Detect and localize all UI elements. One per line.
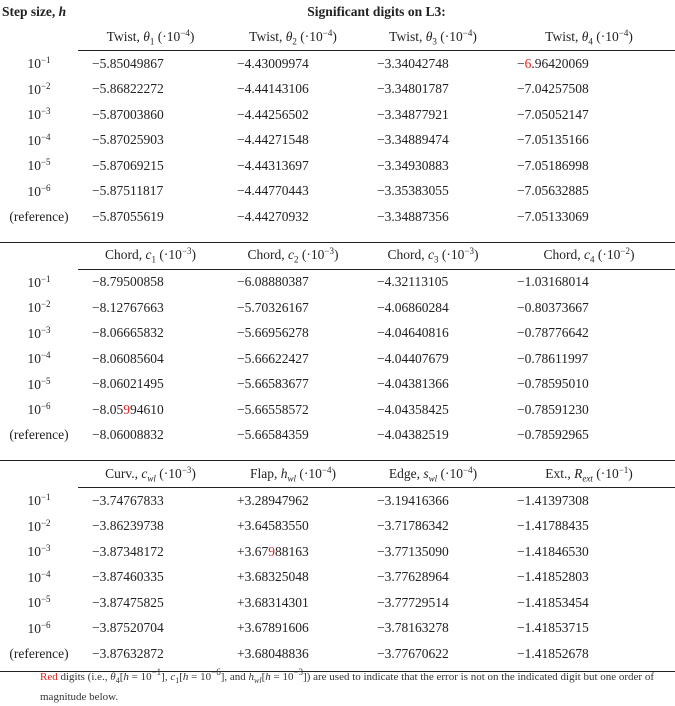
section-header-twist xyxy=(0,24,675,51)
section-header-other xyxy=(0,461,675,488)
table-row xyxy=(0,153,675,179)
value-cell: −3.87460335 xyxy=(92,569,164,585)
step-size-cell: $10^{-5}$ xyxy=(27,375,51,392)
value-cell: −5.66558572 xyxy=(237,401,309,417)
value-cell: +3.68325048 xyxy=(237,569,309,585)
table-row xyxy=(0,590,675,616)
step-size-cell: (reference) xyxy=(9,208,69,224)
step-size-cell: $10^{-5}$ xyxy=(27,594,51,611)
value-cell: −3.77670622 xyxy=(377,645,449,661)
value-cell: −1.41852803 xyxy=(517,569,589,585)
step-size-cell: $10^{-2}$ xyxy=(27,517,51,534)
footnote-red-word: Red xyxy=(40,671,58,683)
column-header: Twist, $\theta_2$ $(\cdot 10^{-4})$ xyxy=(223,24,363,51)
value-cell: −8.05994610 xyxy=(92,401,164,417)
step-size-cell: $10^{-2}$ xyxy=(27,80,51,97)
table-row xyxy=(0,77,675,103)
table-row xyxy=(0,539,675,565)
red-digit: 9 xyxy=(123,401,130,417)
value-cell: −8.06021495 xyxy=(92,376,164,392)
value-cell: −0.78592965 xyxy=(517,427,589,443)
table-row xyxy=(0,128,675,154)
value-cell: −8.12767663 xyxy=(92,299,164,315)
value-cell: −6.96420069 xyxy=(517,55,589,71)
value-cell: −5.66622427 xyxy=(237,350,309,366)
value-cell: −4.04640816 xyxy=(377,325,449,341)
column-header: Curv., $c_{wl}$ $(\cdot 10^{-3})$ xyxy=(78,461,223,488)
table-title: Significant digits on L3: xyxy=(307,4,446,19)
value-cell: −5.66956278 xyxy=(237,325,309,341)
value-cell: −1.41853715 xyxy=(517,620,589,636)
column-header: Ext., $R_{ext}$ $(\cdot 10^{-1})$ xyxy=(503,461,675,488)
red-digit: 9 xyxy=(268,543,275,559)
value-cell: −3.34801787 xyxy=(377,81,449,97)
value-cell: −8.79500858 xyxy=(92,274,164,290)
value-cell: −4.44270932 xyxy=(237,208,309,224)
column-header: Twist, $\theta_1$ $(\cdot 10^{-4})$ xyxy=(78,24,223,51)
table-row xyxy=(0,372,675,398)
value-cell: +3.68314301 xyxy=(237,594,309,610)
value-cell: −1.41397308 xyxy=(517,492,589,508)
column-header: Edge, $s_{wl}$ $(\cdot 10^{-4})$ xyxy=(363,461,503,488)
value-cell: −5.87069215 xyxy=(92,157,164,173)
step-size-cell: $10^{-1}$ xyxy=(27,55,51,71)
step-size-cell: (reference) xyxy=(9,645,69,661)
value-cell: −4.44256502 xyxy=(237,106,309,122)
value-cell: −3.74767833 xyxy=(92,492,164,508)
step-size-cell: $10^{-5}$ xyxy=(27,157,51,174)
value-cell: −0.80373667 xyxy=(517,299,589,315)
step-size-cell: $10^{-6}$ xyxy=(27,182,51,199)
value-cell: −4.44271548 xyxy=(237,132,309,148)
value-cell: −3.34889474 xyxy=(377,132,449,148)
value-cell: −3.77729514 xyxy=(377,594,449,610)
table-row xyxy=(0,269,675,295)
table-row xyxy=(0,616,675,642)
value-cell: −7.05186998 xyxy=(517,157,589,173)
header-spacer xyxy=(0,24,78,51)
table-row xyxy=(0,346,675,372)
value-cell: −6.08880387 xyxy=(237,274,309,290)
step-size-cell: $10^{-1}$ xyxy=(27,492,51,508)
value-cell: −4.04381366 xyxy=(377,376,449,392)
value-cell: −3.19416366 xyxy=(377,492,449,508)
footnote xyxy=(40,664,670,706)
value-cell: −3.34887356 xyxy=(377,208,449,224)
table-row xyxy=(0,51,675,77)
value-cell: −1.41846530 xyxy=(517,543,589,559)
table-row xyxy=(0,321,675,347)
column-header: Twist, $\theta_4$ $(\cdot 10^{-4})$ xyxy=(503,24,675,51)
step-size-cell: $10^{-6}$ xyxy=(27,619,51,636)
value-cell: −3.77628964 xyxy=(377,569,449,585)
step-size-header: Step size, h xyxy=(2,4,67,19)
value-cell: −3.78163278 xyxy=(377,620,449,636)
value-cell: −3.87475825 xyxy=(92,594,164,610)
value-cell: −5.85049867 xyxy=(92,55,164,71)
value-cell: −4.04382519 xyxy=(377,427,449,443)
value-cell: −4.04358425 xyxy=(377,401,449,417)
value-cell: −5.70326167 xyxy=(237,299,309,315)
step-size-cell: $10^{-3}$ xyxy=(27,106,51,123)
value-cell: −7.05135166 xyxy=(517,132,589,148)
value-cell: −0.78776642 xyxy=(517,325,589,341)
value-cell: −5.87025903 xyxy=(92,132,164,148)
value-cell: −1.41852678 xyxy=(517,645,589,661)
table-row xyxy=(0,397,675,423)
table-row xyxy=(0,565,675,591)
value-cell: −7.05052147 xyxy=(517,106,589,122)
step-size-cell: $10^{-2}$ xyxy=(27,299,51,316)
step-size-cell: $10^{-1}$ xyxy=(27,273,51,290)
table-row xyxy=(0,641,675,667)
column-header: Flap, $h_{wl}$ $(\cdot 10^{-4})$ xyxy=(223,461,363,488)
value-cell: −0.78591230 xyxy=(517,401,589,417)
table-row xyxy=(0,102,675,128)
value-cell: −4.04407679 xyxy=(377,350,449,366)
value-cell: −3.86239738 xyxy=(92,518,164,534)
table-row xyxy=(0,423,675,449)
value-cell: −7.05133069 xyxy=(517,208,589,224)
column-header: Chord, $c_4$ $(\cdot 10^{-2})$ xyxy=(503,243,675,270)
step-size-cell: $10^{-6}$ xyxy=(27,401,51,418)
value-cell: −8.06008832 xyxy=(92,427,164,443)
value-cell: −1.41853454 xyxy=(517,594,589,610)
step-size-cell: $10^{-3}$ xyxy=(27,543,51,560)
value-cell: −3.34042748 xyxy=(377,55,449,71)
value-cell: −8.06665832 xyxy=(92,325,164,341)
step-size-cell: $10^{-4}$ xyxy=(27,131,51,148)
value-cell: +3.67891606 xyxy=(237,620,309,636)
value-cell: −5.87511817 xyxy=(92,183,164,199)
column-header: Chord, $c_3$ $(\cdot 10^{-3})$ xyxy=(363,243,503,270)
value-cell: −5.66584359 xyxy=(237,427,309,443)
value-cell: −7.05632885 xyxy=(517,183,589,199)
value-cell: +3.64583550 xyxy=(237,518,309,534)
value-cell: +3.28947962 xyxy=(237,492,309,508)
value-cell: −4.44770443 xyxy=(237,183,309,199)
value-cell: +3.68048836 xyxy=(237,645,309,661)
value-cell: −4.06860284 xyxy=(377,299,449,315)
section-header-chord xyxy=(0,243,675,270)
value-cell: −7.04257508 xyxy=(517,81,589,97)
table-row xyxy=(0,179,675,205)
step-size-cell: (reference) xyxy=(9,427,69,443)
value-cell: −4.44143106 xyxy=(237,81,309,97)
red-digit: 6 xyxy=(524,55,532,71)
value-cell: −3.77135090 xyxy=(377,543,449,559)
column-header: Chord, $c_1$ $(\cdot 10^{-3})$ xyxy=(78,243,223,270)
step-size-cell: $10^{-4}$ xyxy=(27,350,51,367)
table-row xyxy=(0,204,675,230)
value-cell: −3.34930883 xyxy=(377,157,449,173)
value-cell: −3.35383055 xyxy=(377,183,449,199)
value-cell: +3.67988163 xyxy=(237,543,309,559)
table-row xyxy=(0,488,675,514)
value-cell: −4.32113105 xyxy=(377,274,449,290)
value-cell: −3.87348172 xyxy=(92,543,164,559)
value-cell: −3.71786342 xyxy=(377,518,449,534)
value-cell: −1.41788435 xyxy=(517,518,589,534)
value-cell: −3.87520704 xyxy=(92,620,164,636)
step-size-cell: $10^{-3}$ xyxy=(27,324,51,341)
header-spacer xyxy=(0,461,78,488)
value-cell: −5.87003860 xyxy=(92,106,164,122)
value-cell: −3.87632872 xyxy=(92,645,164,661)
footnote-text: digits (i.e., $\theta_4[h = 10^{-1}]$, $c_1[h = 10^{-6}]$, and $h_{wl}[h = 10^{-3}]$) are used to indicate that the error is not on the indicated digit but one order of magnitude below. xyxy=(40,667,654,704)
column-header: Twist, $\theta_3$ $(\cdot 10^{-4})$ xyxy=(363,24,503,51)
step-size-cell: $10^{-4}$ xyxy=(27,568,51,585)
value-cell: −0.78595010 xyxy=(517,376,589,392)
value-cell: −5.87055619 xyxy=(92,208,164,224)
column-header: Chord, $c_2$ $(\cdot 10^{-3})$ xyxy=(223,243,363,270)
value-cell: −5.86822272 xyxy=(92,81,164,97)
value-cell: −3.34877921 xyxy=(377,106,449,122)
value-cell: −0.78611997 xyxy=(517,350,589,366)
value-cell: −4.44313697 xyxy=(237,157,309,173)
value-cell: −4.43009974 xyxy=(237,55,309,71)
value-cell: −8.06085604 xyxy=(92,350,164,366)
value-cell: −1.03168014 xyxy=(517,274,589,290)
table-row xyxy=(0,295,675,321)
table-row xyxy=(0,514,675,540)
header-spacer xyxy=(0,243,78,270)
value-cell: −5.66583677 xyxy=(237,376,309,392)
